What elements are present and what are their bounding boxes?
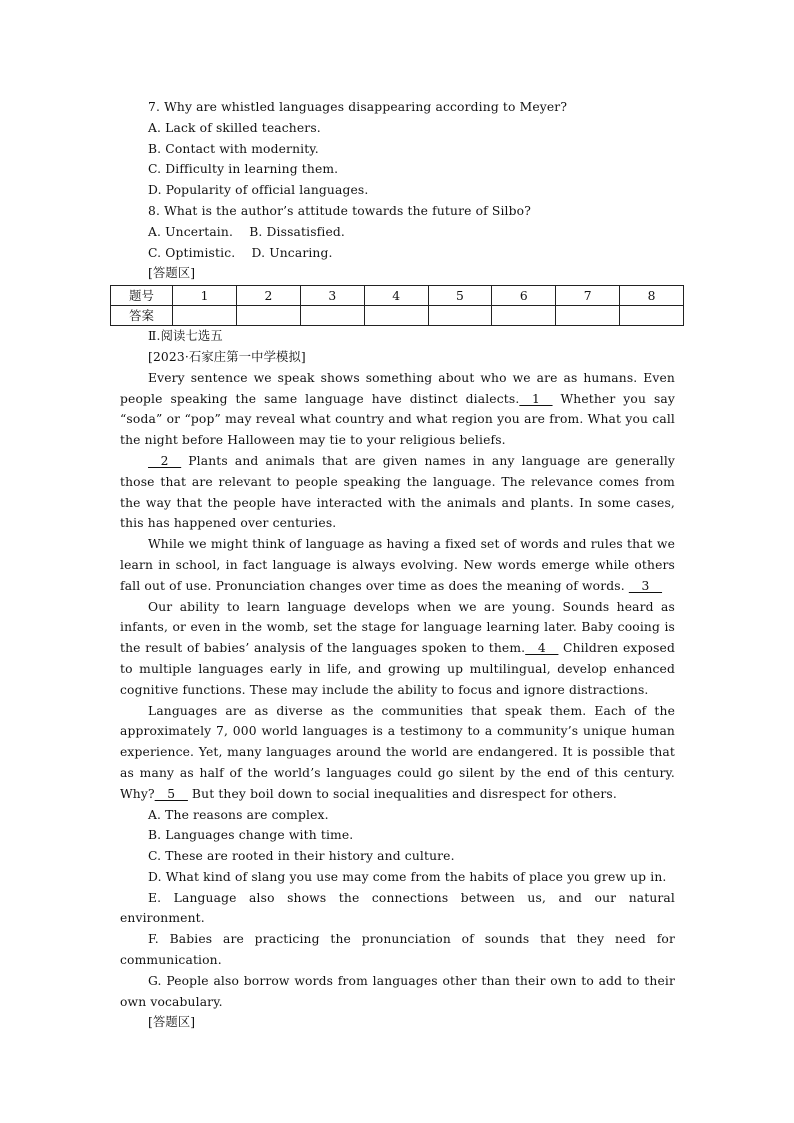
blank-1: __1__ <box>519 391 553 406</box>
answer-table-number-cell: 2 <box>237 286 301 306</box>
passage-paragraph-4: Our ability to learn language develops when we are young. Sounds heard as infants, or even in the womb, set the stage for language learning later. Baby cooing is the result of babies’ analysis of the languages spoken to them.__4__ Children exposed to multiple languages early in life, and growing up multilingual, develop enhanced cognitive functions. These may include the ability to focus and ignore distractions. <box>120 599 675 697</box>
answer-table-number-cell: 7 <box>556 286 620 306</box>
answer-table-number-cell: 8 <box>620 286 684 306</box>
answer-input-cell[interactable] <box>620 306 684 326</box>
answer-table-number-label: 题号 <box>111 286 173 306</box>
answer-table <box>110 285 684 326</box>
blank-3: __3__ <box>628 578 663 593</box>
answer-table-number-row <box>111 286 684 306</box>
question-7-option-d: D. Popularity of official languages. <box>148 183 369 198</box>
answer-input-cell[interactable] <box>237 306 301 326</box>
question-8-options-row1: A. Uncertain. B. Dissatisfied. <box>148 224 345 239</box>
choice-a: A. The reasons are complex. <box>148 807 329 822</box>
answer-table-number-cell: 5 <box>428 286 492 306</box>
passage-paragraph-3: While we might think of language as having a fixed set of words and rules that we learn in school, in fact language is always evolving. New words emerge while others fall out of use. Pronunciation changes over time as does the meaning of words. __3__ <box>120 537 675 593</box>
answer-area-label-2: [答题区] <box>148 1015 196 1030</box>
answer-table-number-cell: 1 <box>173 286 237 306</box>
choice-b: B. Languages change with time. <box>148 828 354 843</box>
choice-f: F. Babies are practicing the pronunciation of sounds that they need for communication. <box>120 932 675 968</box>
question-8-options-row2: C. Optimistic. D. Uncaring. <box>148 245 333 260</box>
answer-input-cell[interactable] <box>300 306 364 326</box>
answer-input-cell[interactable] <box>364 306 428 326</box>
blank-2: __2__ <box>148 453 182 468</box>
question-7-option-a: A. Lack of skilled teachers. <box>148 120 321 135</box>
passage-paragraph-1: Every sentence we speak shows something about who we are as humans. Even people speaking the same language have distinct dialects.__1__ Whether you say “soda” or “pop” may reveal what country and what region you are from. What you call the night before Halloween may tie to your religious beliefs. <box>120 370 675 448</box>
blank-4: __4__ <box>525 641 559 656</box>
passage-paragraph-2: __2__ Plants and animals that are given names in any language are generally those that are relevant to people speaking the language. The relevance comes from the way that the people have interacted with the animals and plants. In some cases, this has happened over centuries. <box>120 453 675 531</box>
answer-table-number-cell: 6 <box>492 286 556 306</box>
answer-input-cell[interactable] <box>556 306 620 326</box>
question-7-option-b: B. Contact with modernity. <box>148 141 319 156</box>
choice-d: D. What kind of slang you use may come from the habits of place you grew up in. <box>148 869 667 884</box>
choice-g: G. People also borrow words from languages other than their own to add to their own vocabulary. <box>120 973 675 1009</box>
question-7-option-c: C. Difficulty in learning them. <box>148 162 339 177</box>
document-page <box>120 97 675 1033</box>
section-source: [2023·石家庄第一中学模拟] <box>148 349 306 364</box>
section-title: Ⅱ.阅读七选五 <box>148 329 223 344</box>
choice-e: E. Language also shows the connections between us, and our natural environment. <box>120 890 675 926</box>
passage-paragraph-5: Languages are as diverse as the communities that speak them. Each of the approximately 7, 000 world languages is a testimony to a community’s unique human experience. Yet, many languages around the world are endangered. It is possible that as many as half of the world’s languages could go silent by the end of this century. Why?__5__ But they boil down to social inequalities and disrespect for others. <box>120 703 675 801</box>
answer-table-answer-row <box>111 306 684 326</box>
question-8-stem: 8. What is the author’s attitude towards the future of Silbo? <box>148 203 531 218</box>
answer-input-cell[interactable] <box>492 306 556 326</box>
blank-5: __5__ <box>154 786 188 801</box>
answer-input-cell[interactable] <box>173 306 237 326</box>
answer-table-number-cell: 3 <box>300 286 364 306</box>
answer-table-answer-label: 答案 <box>111 306 173 326</box>
answer-table-number-cell: 4 <box>364 286 428 306</box>
answer-input-cell[interactable] <box>428 306 492 326</box>
answer-area-label: [答题区] <box>148 266 196 281</box>
question-7-stem: 7. Why are whistled languages disappearing according to Meyer? <box>148 100 568 114</box>
choice-c: C. These are rooted in their history and culture. <box>148 849 455 864</box>
